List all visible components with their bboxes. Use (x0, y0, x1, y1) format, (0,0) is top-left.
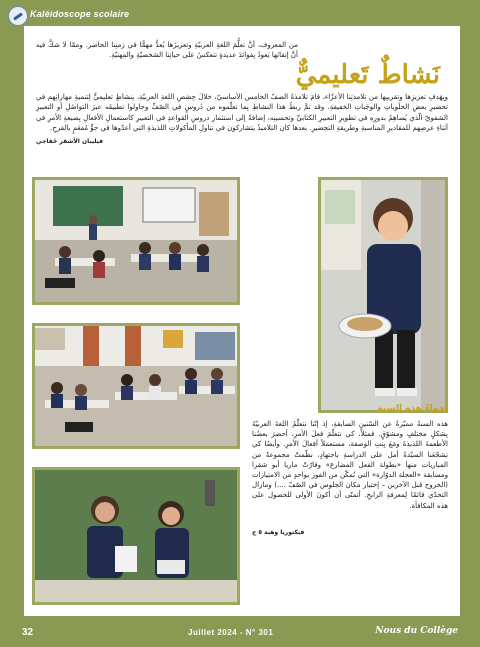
article-body: وبِهَدفِ تعزيزِها وتقريبِها من تلامذتِنا الأعزّاء، قامَ تلامذةُ الصفّ الخامس الأساسيّ، خلالَ حِصَصِ اللغةِ العربيّةِ، بِنشاطٍ تعليميٍّ لِتنميةِ مهاراتِهم في تحضيرِ بعضِ الحلَوياتِ والوجَباتِ الخفيفةِ. وقد تمَّ ربطُ هذا النشاطِ بِما تعلّموه من دُروسٍ في الصّفِّ وحاولوا تطبيقَه عبرَ التواصُلِ أو التعبيرِ الشفويّ الّذي يُساهِمُ بدورِهِ في تطويرِ التعبيرِ الكتابيِّ وتحسينِه، إضافةً إلى استثمارِ دروسِ القواعدِ في التعبيرِ كاستعمالِ الأفعالِ بِصيغةِ الأمرِ في أثناءِ عرضِهم للمقاديرِ المناسبةِ وطريقةِ التحضيرِ. بعدها كان التلاميذُ يتشاركون في تناولِ المأكولاتِ اللذيذةِ التي أعدّوها في جوٍّ مُفعَمٍ بالفرحِ. (36, 93, 448, 133)
page-number: 32 (22, 627, 34, 638)
student-photo-4 (318, 177, 448, 413)
section-author: فيكتوريا وهبة ٥ ج (252, 529, 305, 536)
telescope-logo-icon (8, 6, 28, 26)
page-header (0, 0, 480, 26)
classroom-photo-1 (32, 177, 240, 305)
classroom-photo-2 (32, 323, 240, 449)
article-author: فيليبان الأشقر خَفاجي (36, 138, 104, 145)
magazine-brand: Nous du Collège (375, 626, 458, 636)
section-title: أجواءُ هذه السنةِ (377, 404, 448, 414)
issue-label: Juillet 2024 - N° 301 (188, 628, 274, 637)
section-text: هذه السنةُ مميّزةٌ عن السّنينِ السابقةِ، إذ إنّنا نتعلّمُ اللغةَ العربيّةَ بِشكلٍ مختلفٍ ومشوّقٍ. فمثلاً، كي نتعلّمَ فعلَ الأمرِ، أحضرَ بعضُنا الأطعمةَ اللذيذةَ ومَعَ بِنتِ الوصفة، مستعملاً أفعالَ الأمرِ. وأيضًا كي تشجّعَنا السيّدةُ أمل على الدراسةِ باجتهادٍ، نظّمتْ مجموعةً من المباريات منها «بطولة الفعل المضارع» وقارّتْ ماريا أبو شقرا ومسابقة «العجلة الدوّارة» التي تُمكّن من الفوز بواحدٍ من الامتيازات (الخروج قبل الآخرين – إختيار مكان الجلوس في الصّفّ ....) ومازال التحدّي قائمًا لِمعرفةِ الرابحِ. أتمنّى أن أكونَ الأولى للحصول على هذه المكافأة. (252, 420, 448, 510)
article-title: نَشاطٌ تَعليميٌّ (295, 60, 440, 90)
article-intro: من المعروف، أنَّ تعلُّمَ اللغةِ العربيّةِ وتعزيزَها يُعدُّ مهمًّا في زمنِنا الحاضر. وممّا لا شكَّ فيه أنَّ إتقانَها يَعودُ بِفوائدَ عديدةٍ تنعكسُ على حياتِنا الشخصيّةِ والمِهنيّةِ. (36, 41, 298, 60)
rubric-title: Kaléidoscope scolaire (30, 9, 130, 19)
students-photo-3 (32, 467, 240, 605)
article-page (24, 26, 460, 616)
